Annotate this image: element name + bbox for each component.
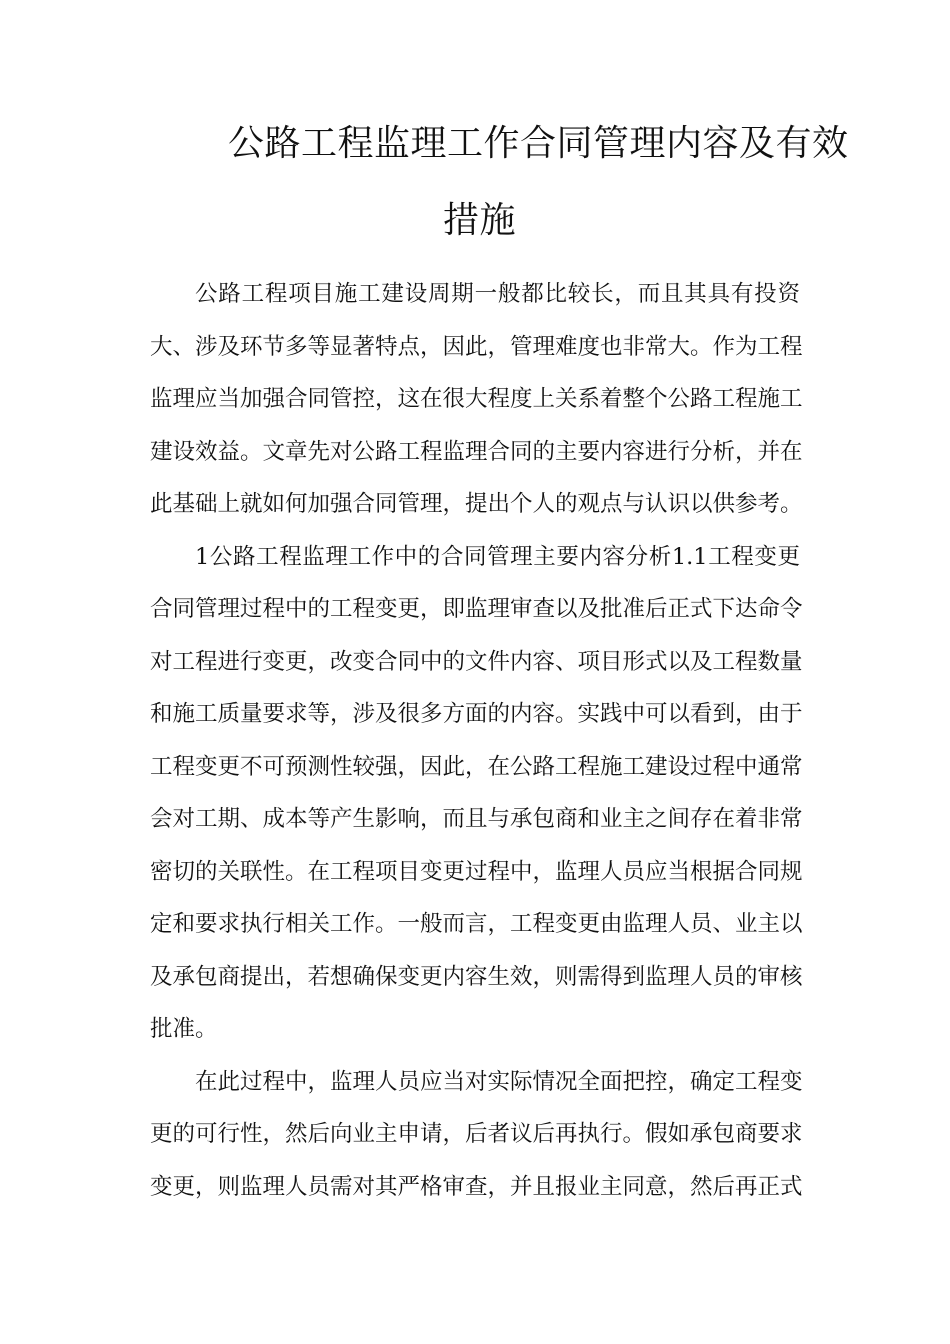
body-line: 大、涉及环节多等显著特点，因此，管理难度也非常大。作为工程: [150, 333, 803, 360]
body-line: 批准。: [150, 1016, 218, 1042]
document-title-line-2: 措施: [443, 200, 517, 241]
body-line: 更的可行性，然后向业主申请，后者议后再执行。假如承包商要求: [150, 1121, 803, 1147]
body-line: 合同管理过程中的工程变更，即监理审查以及批准后正式下达命令: [150, 596, 803, 622]
body-line: 会对工期、成本等产生影响，而且与承包商和业主之间存在着非常: [150, 806, 803, 832]
body-line: 密切的关联性。在工程项目变更过程中，监理人员应当根据合同规: [150, 858, 803, 885]
body-line: 公路工程项目施工建设周期一般都比较长，而且其具有投资: [195, 281, 800, 307]
body-line: 建设效益。文章先对公路工程监理合同的主要内容进行分析，并在: [150, 438, 803, 465]
body-line: 对工程进行变更，改变合同中的文件内容、项目形式以及工程数量: [150, 648, 803, 675]
body-line: 和施工质量要求等，涉及很多方面的内容。实践中可以看到，由于: [150, 701, 803, 727]
document-body: [150, 268, 803, 1213]
body-line: 定和要求执行相关工作。一般而言，工程变更由监理人员、业主以: [150, 911, 803, 937]
body-line: 监理应当加强合同管控，这在很大程度上关系着整个公路工程施工: [150, 386, 803, 412]
body-line: 变更，则监理人员需对其严格审查，并且报业主同意，然后再正式: [150, 1173, 803, 1200]
document-title-line-1: 公路工程监理工作合同管理内容及有效: [228, 123, 849, 164]
body-line: 此基础上就如何加强合同管理，提出个人的观点与认识以供参考。: [150, 491, 803, 517]
body-line: 及承包商提出，若想确保变更内容生效，则需得到监理人员的审核: [150, 963, 803, 990]
body-line: 1公路工程监理工作中的合同管理主要内容分析1.1工程变更: [195, 543, 800, 570]
body-line: 在此过程中，监理人员应当对实际情况全面把控，确定工程变: [195, 1068, 803, 1095]
body-line: 工程变更不可预测性较强，因此，在公路工程施工建设过程中通常: [150, 753, 803, 780]
